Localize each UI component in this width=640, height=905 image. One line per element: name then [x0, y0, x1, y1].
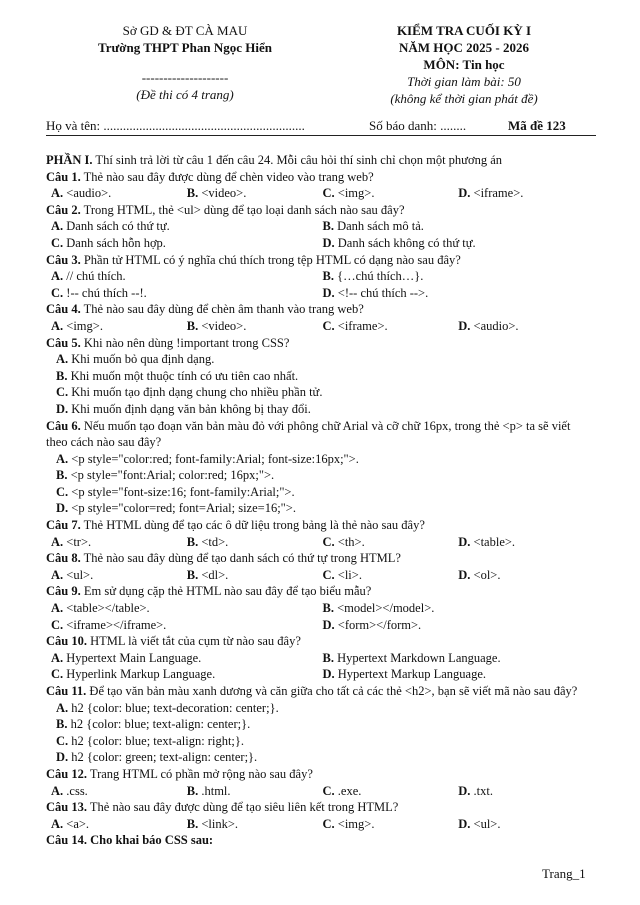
- option-text: Danh sách không có thứ tự.: [334, 235, 476, 250]
- option-text: <model></model>.: [333, 601, 435, 616]
- options-row: [46, 600, 594, 617]
- option-label: A.: [51, 816, 64, 831]
- question-text: Để tạo văn bản màu xanh dương và căn giữa cho tất cả các thẻ <h2>, bạn sẽ viết mã nào sau đây?: [86, 684, 578, 698]
- option-text: <audio>.: [63, 186, 112, 201]
- option-label: A.: [56, 352, 69, 367]
- question-number: Câu 6.: [46, 418, 81, 433]
- answer-option: [458, 783, 594, 800]
- answer-option: [323, 185, 459, 202]
- options-row: [46, 185, 594, 202]
- exam-body: [46, 152, 594, 849]
- answer-option: [187, 816, 323, 833]
- options-row: [46, 318, 594, 335]
- question-text: Thẻ nào sau đây dùng để tạo danh sách có thứ tự trong HTML?: [80, 551, 401, 566]
- options-row: [46, 716, 594, 733]
- options-row: [46, 218, 594, 235]
- option-text: <img>.: [63, 318, 103, 333]
- question-number: Câu 2.: [46, 202, 81, 217]
- options-row: [46, 268, 594, 285]
- option-label: B.: [322, 650, 334, 665]
- answer-option: [51, 534, 187, 551]
- option-text: h2 {color: blue; text-align: right;}.: [68, 733, 245, 748]
- option-label: D.: [322, 235, 335, 250]
- exam-title: KIỂM TRA CUỐI KỲ I: [396, 23, 532, 38]
- question: [46, 202, 594, 252]
- answer-option: [51, 218, 323, 235]
- options-row: [46, 484, 594, 501]
- answer-option: [458, 816, 594, 833]
- options-row: [46, 285, 594, 302]
- student-info-row: [46, 118, 596, 136]
- option-label: D.: [458, 567, 471, 582]
- options-row: [46, 500, 594, 517]
- answer-option: [323, 783, 459, 800]
- question-stem: [46, 633, 594, 650]
- option-text: <a>.: [63, 816, 90, 831]
- answer-option: [323, 268, 595, 285]
- option-text: <th>.: [334, 534, 365, 549]
- option-text: <iframe></iframe>.: [63, 617, 167, 632]
- info-underline: [46, 135, 596, 136]
- question-text: Thẻ nào sau đây được dùng để chèn video vào trang web?: [80, 169, 374, 184]
- option-label: A.: [51, 567, 64, 582]
- question: [46, 301, 594, 334]
- question-number: Câu 4.: [46, 302, 81, 317]
- option-label: C.: [51, 617, 64, 632]
- answer-option: [56, 451, 359, 468]
- option-label: A.: [51, 186, 64, 201]
- question-stem: [46, 202, 594, 219]
- option-text: h2 {color: blue; text-decoration: center;}.: [68, 700, 279, 715]
- option-label: C.: [51, 285, 64, 300]
- answer-option: [56, 733, 244, 750]
- time-limit: Thời gian làm bài: 50: [407, 74, 521, 89]
- answer-option: [51, 666, 323, 683]
- answer-option: [323, 650, 595, 667]
- time-note: (không kể thời gian phát đề): [390, 91, 538, 106]
- dash-separator: --------------------: [141, 70, 229, 85]
- options-row: [46, 451, 594, 468]
- question-number: Câu 13.: [46, 800, 87, 815]
- option-text: <table></table>.: [63, 601, 150, 616]
- answer-option: [51, 185, 187, 202]
- answer-option: [458, 567, 594, 584]
- options-row: [46, 700, 594, 717]
- option-label: A.: [51, 269, 64, 284]
- option-text: Hypertext Markup Language.: [334, 667, 486, 682]
- question-text: Thẻ nào sau đây được dùng để tạo siêu liên kết trong HTML?: [86, 800, 399, 815]
- question-number: Câu 1.: [46, 169, 81, 184]
- question: [46, 252, 594, 302]
- option-label: B.: [186, 534, 199, 549]
- options-row: [46, 650, 594, 667]
- page-number: Trang_1: [542, 866, 586, 881]
- option-text: !-- chú thích --!.: [63, 285, 147, 300]
- options-row: [46, 534, 594, 551]
- question: [46, 766, 594, 799]
- option-text: <video>.: [198, 186, 247, 201]
- options-row: [46, 749, 594, 766]
- options-row: [46, 467, 594, 484]
- question: [46, 633, 594, 683]
- option-label: D.: [322, 617, 335, 632]
- answer-option: [187, 534, 323, 551]
- answer-option: [323, 666, 595, 683]
- option-label: C.: [322, 186, 335, 201]
- option-text: <video>.: [198, 318, 247, 333]
- option-text: Khi muốn một thuộc tính có ưu tiên cao nhất.: [67, 368, 299, 383]
- option-text: h2 {color: green; text-align: center;}.: [68, 750, 258, 765]
- option-text: .txt.: [470, 783, 493, 798]
- option-text: <iframe>.: [334, 318, 388, 333]
- question-number: Câu 9.: [46, 584, 81, 599]
- option-text: Khi muốn định dạng văn bản không bị thay đổi.: [68, 401, 311, 416]
- option-label: A.: [56, 700, 69, 715]
- option-text: <!-- chú thích -->.: [334, 285, 429, 300]
- question-number: Câu 11.: [46, 684, 87, 698]
- school-name: Trường THPT Phan Ngọc Hiển: [98, 40, 272, 55]
- option-text: <img>.: [334, 816, 375, 831]
- option-label: B.: [186, 783, 199, 798]
- option-text: <iframe>.: [470, 186, 524, 201]
- option-label: B.: [322, 601, 334, 616]
- question-number: Câu 7.: [46, 518, 81, 533]
- option-text: Hypertext Markdown Language.: [333, 650, 501, 665]
- answer-option: [51, 600, 323, 617]
- option-label: B.: [56, 717, 68, 732]
- question-stem: [46, 301, 594, 318]
- option-label: C.: [322, 567, 335, 582]
- option-label: C.: [322, 783, 335, 798]
- answer-option: [323, 235, 595, 252]
- option-text: <li>.: [334, 567, 362, 582]
- option-label: A.: [51, 534, 64, 549]
- question-number: Câu 10.: [46, 634, 87, 649]
- question-number: Câu 3.: [46, 252, 81, 267]
- answer-option: [56, 484, 295, 501]
- option-text: <p style="color:red; font-family:Arial; font-size:16px;">.: [68, 451, 359, 466]
- answer-option: [458, 185, 594, 202]
- option-text: <ul>.: [63, 567, 94, 582]
- options-row: [46, 384, 594, 401]
- option-text: {…chú thích…}.: [333, 269, 424, 284]
- answer-option: [187, 783, 323, 800]
- question-text: Trong HTML, thẻ <ul> dùng để tạo loại danh sách nào sau đây?: [80, 202, 405, 217]
- answer-option: [187, 318, 323, 335]
- question: [46, 418, 594, 518]
- question: [46, 832, 594, 849]
- options-row: [46, 401, 594, 418]
- question-text: Trang HTML có phần mở rộng nào sau đây?: [86, 766, 313, 781]
- question-text: Phần tử HTML có ý nghĩa chú thích trong tệp HTML có dạng nào sau đây?: [80, 252, 461, 267]
- option-label: C.: [56, 733, 69, 748]
- option-label: D.: [56, 401, 69, 416]
- answer-option: [56, 384, 322, 401]
- section-heading: [46, 152, 594, 169]
- option-text: .exe.: [334, 783, 362, 798]
- question-number: Câu 5.: [46, 335, 81, 350]
- option-text: <table>.: [470, 534, 516, 549]
- answer-option: [323, 816, 459, 833]
- student-id-field: Số báo danh: ........: [369, 118, 467, 133]
- answer-option: [56, 351, 214, 368]
- options-row: [46, 816, 594, 833]
- question-text: Khi nào nên dùng !important trong CSS?: [80, 335, 290, 350]
- question: [46, 517, 594, 550]
- option-label: C.: [322, 318, 335, 333]
- question-text: HTML là viết tắt của cụm từ nào sau đây?: [86, 634, 301, 649]
- option-text: <p style="font:Arial; color:red; 16px;">.: [67, 468, 275, 483]
- option-label: A.: [51, 318, 64, 333]
- option-text: h2 {color: blue; text-align: center;}.: [67, 717, 251, 732]
- answer-option: [56, 401, 311, 418]
- answer-option: [187, 185, 323, 202]
- header-left: [80, 22, 290, 103]
- option-label: B.: [186, 567, 199, 582]
- option-label: C.: [51, 235, 64, 250]
- question-stem: [46, 799, 594, 816]
- option-label: A.: [51, 219, 64, 234]
- answer-option: [323, 534, 459, 551]
- question-text: Cho khai báo CSS sau:: [86, 833, 214, 848]
- student-name-field: Họ và tên: ..............................................................: [46, 118, 305, 133]
- option-label: C.: [56, 385, 69, 400]
- answer-option: [51, 783, 187, 800]
- pages-note: (Đề thi có 4 trang): [136, 87, 234, 102]
- answer-option: [458, 534, 594, 551]
- answer-option: [458, 318, 594, 335]
- option-label: B.: [322, 219, 334, 234]
- option-text: Danh sách mô tả.: [333, 219, 424, 234]
- answer-option: [51, 268, 323, 285]
- school-year: NĂM HỌC 2025 - 2026: [399, 40, 529, 55]
- option-label: B.: [186, 816, 199, 831]
- options-row: [46, 666, 594, 683]
- answer-option: [56, 467, 274, 484]
- question: [46, 583, 594, 633]
- answer-option: [323, 617, 595, 634]
- option-text: // chú thích.: [63, 269, 126, 284]
- exam-code: Mã đề 123: [508, 118, 566, 133]
- answer-option: [51, 235, 323, 252]
- option-text: <td>.: [198, 534, 229, 549]
- option-text: <dl>.: [198, 567, 229, 582]
- option-text: <ul>.: [470, 816, 501, 831]
- question-stem: [46, 418, 594, 451]
- question-stem: [46, 583, 594, 600]
- answer-option: [323, 285, 595, 302]
- answer-option: [323, 218, 595, 235]
- option-label: D.: [458, 186, 471, 201]
- question-text: Thẻ nào sau đây dùng để chèn âm thanh vào trang web?: [80, 302, 364, 317]
- question-text: Nếu muốn tạo đoạn văn bản màu đỏ với phông chữ Arial và cỡ chữ 16px, trong thẻ <p> ta sẽ viết theo cách nào sau đây?: [46, 418, 571, 450]
- option-label: A.: [51, 601, 64, 616]
- section-instruction: Thí sinh trả lời từ câu 1 đến câu 24. Mỗi câu hỏi thí sinh chỉ chọn một phương án: [92, 153, 502, 167]
- option-label: A.: [51, 783, 64, 798]
- option-text: <tr>.: [63, 534, 92, 549]
- option-label: C.: [56, 484, 69, 499]
- section-title: PHẦN I.: [46, 153, 93, 167]
- option-label: D.: [56, 501, 69, 516]
- question-number: Câu 8.: [46, 551, 81, 566]
- answer-option: [51, 650, 323, 667]
- option-label: C.: [322, 816, 335, 831]
- answer-option: [56, 500, 296, 517]
- option-label: D.: [458, 534, 471, 549]
- option-text: Hypertext Main Language.: [63, 650, 202, 665]
- answer-option: [56, 700, 279, 717]
- answer-option: [56, 716, 250, 733]
- option-label: D.: [458, 783, 471, 798]
- answer-option: [51, 285, 323, 302]
- question-number: Câu 12.: [46, 766, 87, 781]
- options-row: [46, 351, 594, 368]
- question-stem: [46, 517, 594, 534]
- option-label: C.: [51, 667, 64, 682]
- question-stem: [46, 832, 594, 849]
- option-label: D.: [322, 667, 335, 682]
- department-name: Sở GD & ĐT CÀ MAU: [122, 23, 248, 38]
- answer-option: [51, 816, 187, 833]
- option-label: B.: [186, 186, 199, 201]
- question-stem: [46, 335, 594, 352]
- question: [46, 550, 594, 583]
- options-row: [46, 783, 594, 800]
- option-text: <p style="color=red; font=Arial; size=16;">.: [68, 501, 296, 516]
- option-text: Danh sách có thứ tự.: [63, 219, 170, 234]
- option-text: <form></form>.: [334, 617, 422, 632]
- answer-option: [323, 318, 459, 335]
- question-stem: [46, 766, 594, 783]
- option-text: <img>.: [334, 186, 375, 201]
- answer-option: [323, 600, 595, 617]
- answer-option: [51, 567, 187, 584]
- option-text: <audio>.: [470, 318, 519, 333]
- answer-option: [323, 567, 459, 584]
- option-text: Danh sách hỗn hợp.: [63, 235, 166, 250]
- option-label: B.: [322, 269, 334, 284]
- answer-option: [51, 617, 323, 634]
- answer-option: [56, 749, 257, 766]
- option-text: Khi muốn tạo định dạng chung cho nhiều phần tử.: [68, 385, 323, 400]
- option-label: D.: [458, 816, 471, 831]
- question-text: Thẻ HTML dùng để tạo các ô dữ liệu trong bảng là thẻ nào sau đây?: [80, 518, 425, 533]
- option-label: B.: [56, 468, 68, 483]
- option-text: .css.: [63, 783, 88, 798]
- question: [46, 169, 594, 202]
- option-label: B.: [186, 318, 199, 333]
- question-stem: [46, 252, 594, 269]
- option-label: C.: [322, 534, 335, 549]
- question: [46, 799, 594, 832]
- question-stem: [46, 550, 594, 567]
- option-label: B.: [56, 368, 68, 383]
- option-label: A.: [56, 451, 69, 466]
- options-row: [46, 368, 594, 385]
- answer-option: [187, 567, 323, 584]
- option-text: .html.: [198, 783, 231, 798]
- question: [46, 683, 594, 766]
- question-number: Câu 14.: [46, 833, 87, 848]
- option-label: A.: [51, 650, 64, 665]
- answer-option: [56, 368, 298, 385]
- option-label: D.: [56, 750, 69, 765]
- question-stem: [46, 683, 594, 700]
- option-text: <link>.: [198, 816, 239, 831]
- subject: MÔN: Tin học: [423, 57, 505, 72]
- options-row: [46, 235, 594, 252]
- question-stem: [46, 169, 594, 186]
- header-right: [348, 22, 580, 107]
- option-label: D.: [458, 318, 471, 333]
- question-list: [46, 169, 594, 849]
- options-row: [46, 617, 594, 634]
- options-row: [46, 567, 594, 584]
- answer-option: [51, 318, 187, 335]
- option-text: <ol>.: [470, 567, 501, 582]
- option-text: Hyperlink Markup Language.: [63, 667, 216, 682]
- option-text: <p style="font-size:16; font-family:Arial;">.: [68, 484, 295, 499]
- question: [46, 335, 594, 418]
- option-label: D.: [322, 285, 335, 300]
- question-text: Em sử dụng cặp thẻ HTML nào sau đây để tạo biểu mẫu?: [80, 584, 372, 599]
- option-text: Khi muốn bỏ qua định dạng.: [68, 352, 215, 367]
- options-row: [46, 733, 594, 750]
